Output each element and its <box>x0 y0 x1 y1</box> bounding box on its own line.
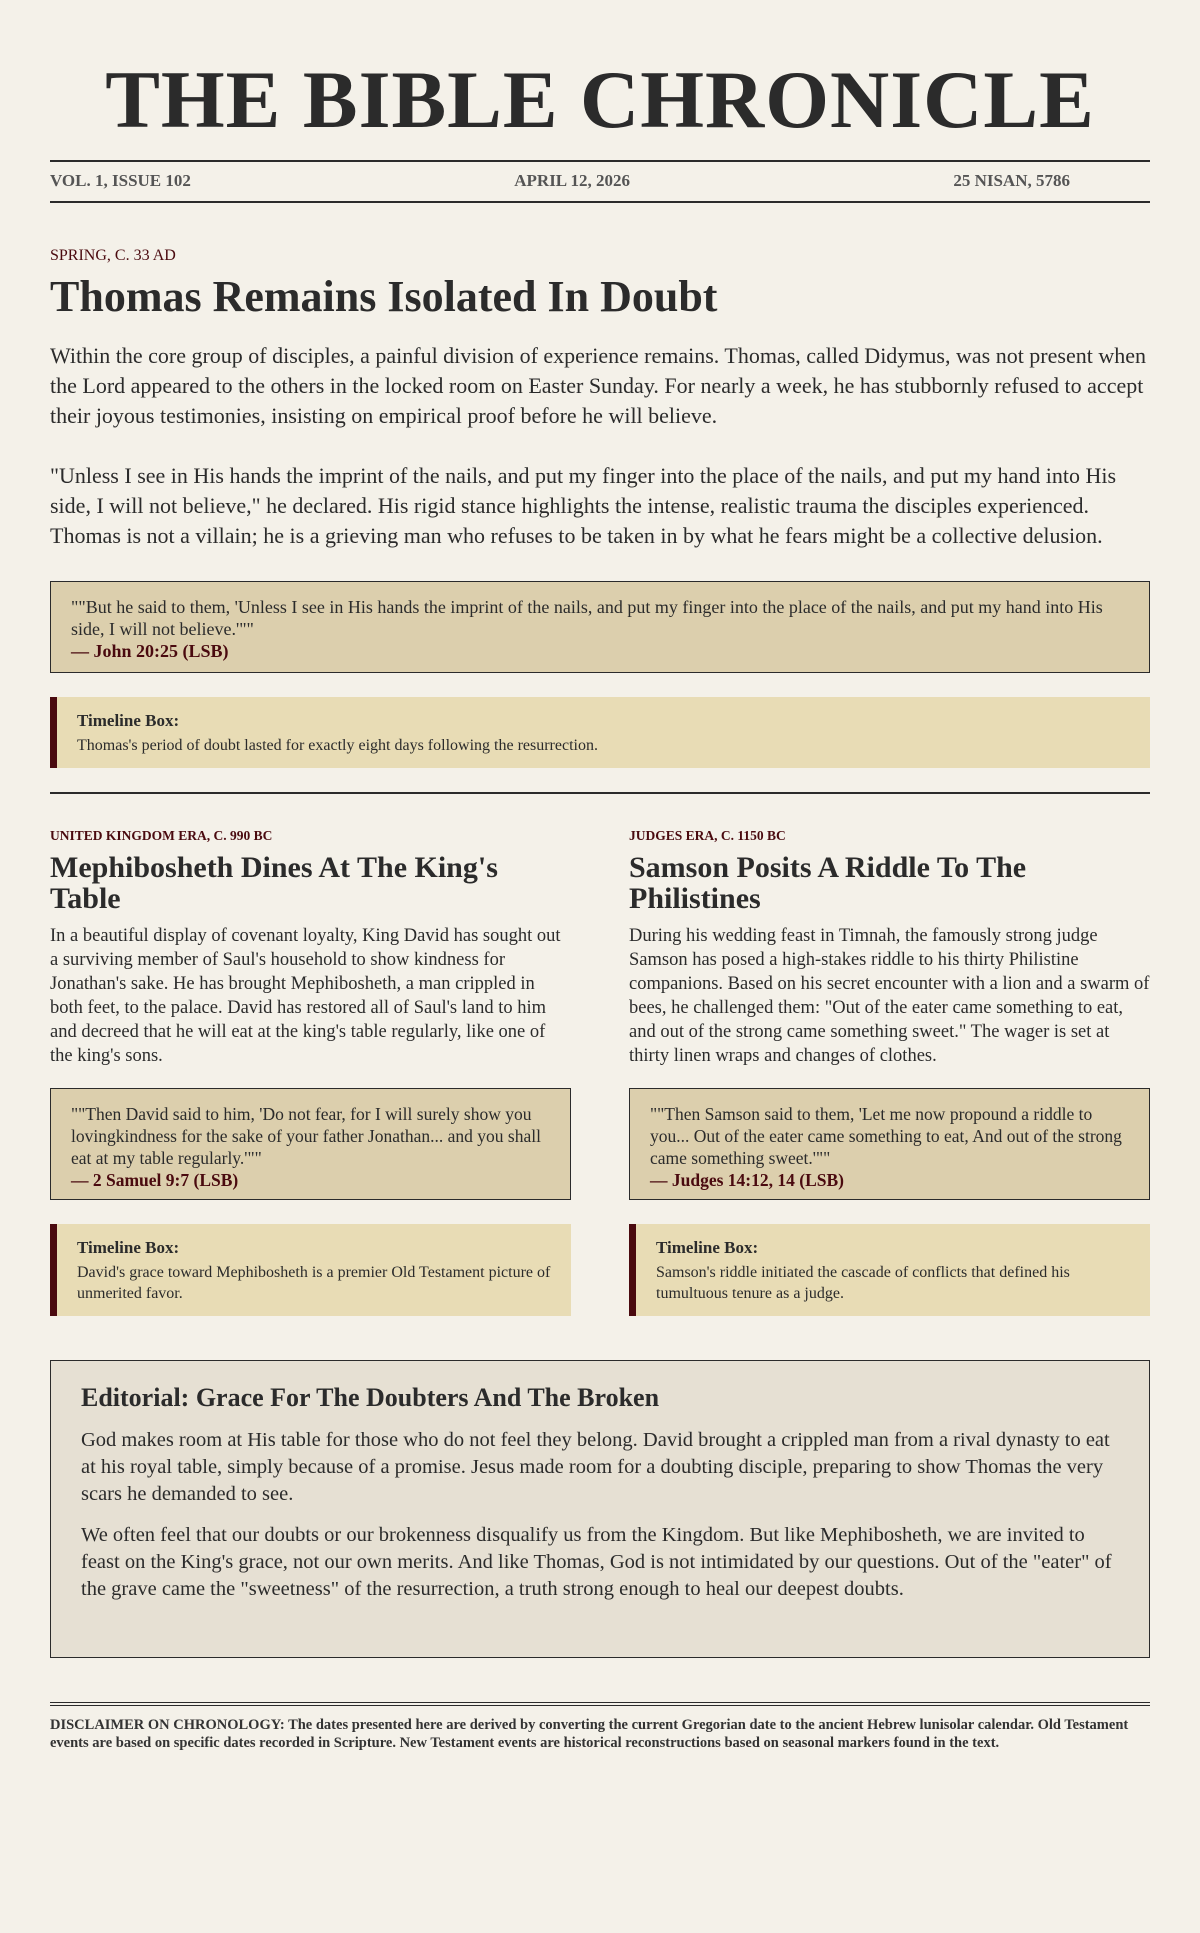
article-headline: Thomas Remains Isolated In Doubt <box>50 272 718 321</box>
quote-reference: — 2 Samuel 9:7 (LSB) <box>71 1170 239 1190</box>
article-kicker: SPRING, C. 33 AD <box>50 247 176 264</box>
quote-reference: — John 20:25 (LSB) <box>71 641 229 661</box>
section-divider <box>50 792 1150 794</box>
timeline-text: Thomas's period of doubt lasted for exactly eight days following the resurrection. <box>77 737 598 754</box>
masthead-title: THE BIBLE CHRONICLE <box>105 54 1095 145</box>
editorial-box <box>50 1360 1150 1658</box>
article-body: During his wedding feast in Timnah, the famously strong judge Samson has posed a high-stakes riddle to his thirty Philistine companions. Based on his secret encounter with a lion and a swarm of bees, he challenged them: "Out of the eater came something to eat, and out of the strong came something sweet." The wager is set at thirty linen wraps and changes of clothes. <box>629 926 1150 1066</box>
hebrew-date: 25 NISAN, 5786 <box>953 171 1070 190</box>
issue-number: VOL. 1, ISSUE 102 <box>50 171 191 190</box>
two-column-section <box>50 828 1150 1340</box>
timeline-label: Timeline Box: <box>77 711 180 730</box>
article-paragraph: "Unless I see in His hands the imprint of the nails, and put my finger into the place of the nails, and put my hand into His side, I will not believe," he declared. His rigid stance highlights the intense, realistic trauma the disciples experienced. Thomas is not a villain; he is a grieving man who refuses to be taken in by what he fears might be a collective delusion. <box>50 463 1117 548</box>
timeline-box <box>50 697 1150 768</box>
quote-reference: — Judges 14:12, 14 (LSB) <box>650 1170 844 1190</box>
scripture-quote <box>50 581 1150 673</box>
quote-text: ""But he said to them, 'Unless I see in His hands the imprint of the nails, and put my finger into the place of the nails, and put my hand into His side, I will not believe.'"" <box>71 597 1103 639</box>
masthead-meta <box>50 160 1150 203</box>
article-kicker: JUDGES ERA, C. 1150 BC <box>629 828 786 843</box>
article-body: In a beautiful display of covenant loyalty, King David has sought out a surviving member of Saul's household to show kindness for Jonathan's sake. He has brought Mephibosheth, a man crippled in both feet, to the palace. David has restored all of Saul's land to him and decreed that he will eat at the king's table regularly, like one of the king's sons. <box>50 926 561 1066</box>
editorial-title: Editorial: Grace For The Doubters And The Broken <box>81 1383 660 1412</box>
scripture-quote <box>50 1088 571 1200</box>
scripture-quote <box>629 1088 1150 1200</box>
timeline-box <box>629 1224 1150 1316</box>
article-samson <box>629 828 1150 1340</box>
article-headline: Mephibosheth Dines At The King's Table <box>50 851 498 915</box>
issue-date: APRIL 12, 2026 <box>514 171 630 190</box>
article-mephibosheth <box>50 828 571 1340</box>
quote-text: ""Then David said to him, 'Do not fear, for I will surely show you lovingkindness for the sake of your father Jonathan... and you shall eat at my table regularly.'"" <box>71 1104 541 1168</box>
editorial-paragraph: God makes room at His table for those who do not feel they belong. David brought a crippled man from a rival dynasty to eat at his royal table, simply because of a promise. Jesus made room for a doubting disciple, preparing to show Thomas the very scars he demanded to see. <box>81 1429 1110 1505</box>
chronology-disclaimer: DISCLAIMER ON CHRONOLOGY: The dates presented here are derived by converting the current Gregorian date to the ancient Hebrew lunisolar calendar. Old Testament events are based on specific dates recorded in Scripture. New Testament events are historical reconstructions based on seasonal markers found in the text. <box>50 1702 1150 1752</box>
article-kicker: UNITED KINGDOM ERA, C. 990 BC <box>50 828 273 843</box>
article-paragraph: Within the core group of disciples, a painful division of experience remains. Thomas, called Didymus, was not present when the Lord appeared to the others in the locked room on Easter Sunday. For nearly a week, he has stubbornly refused to accept their joyous testimonies, insisting on empirical proof before he will believe. <box>50 343 1146 428</box>
timeline-label: Timeline Box: <box>656 1238 759 1257</box>
editorial-paragraph: We often feel that our doubts or our brokenness disqualify us from the Kingdom. But like Mephibosheth, we are invited to feast on the King's grace, not our own merits. And like Thomas, God is not intimidated by our questions. Out of the "eater" of the grave came the "sweetness" of the resurrection, a truth strong enough to heal our deepest doubts. <box>81 1524 1112 1600</box>
timeline-text: Samson's riddle initiated the cascade of conflicts that defined his tumultuous tenure as a judge. <box>656 1264 1070 1302</box>
lead-article <box>50 247 1150 768</box>
article-headline: Samson Posits A Riddle To The Philistines <box>629 851 1027 915</box>
timeline-text: David's grace toward Mephibosheth is a premier Old Testament picture of unmerited favor. <box>77 1264 551 1302</box>
timeline-box <box>50 1224 571 1316</box>
timeline-label: Timeline Box: <box>77 1238 180 1257</box>
quote-text: ""Then Samson said to them, 'Let me now propound a riddle to you... Out of the eater came something to eat, And out of the strong came something sweet.'"" <box>650 1104 1122 1168</box>
